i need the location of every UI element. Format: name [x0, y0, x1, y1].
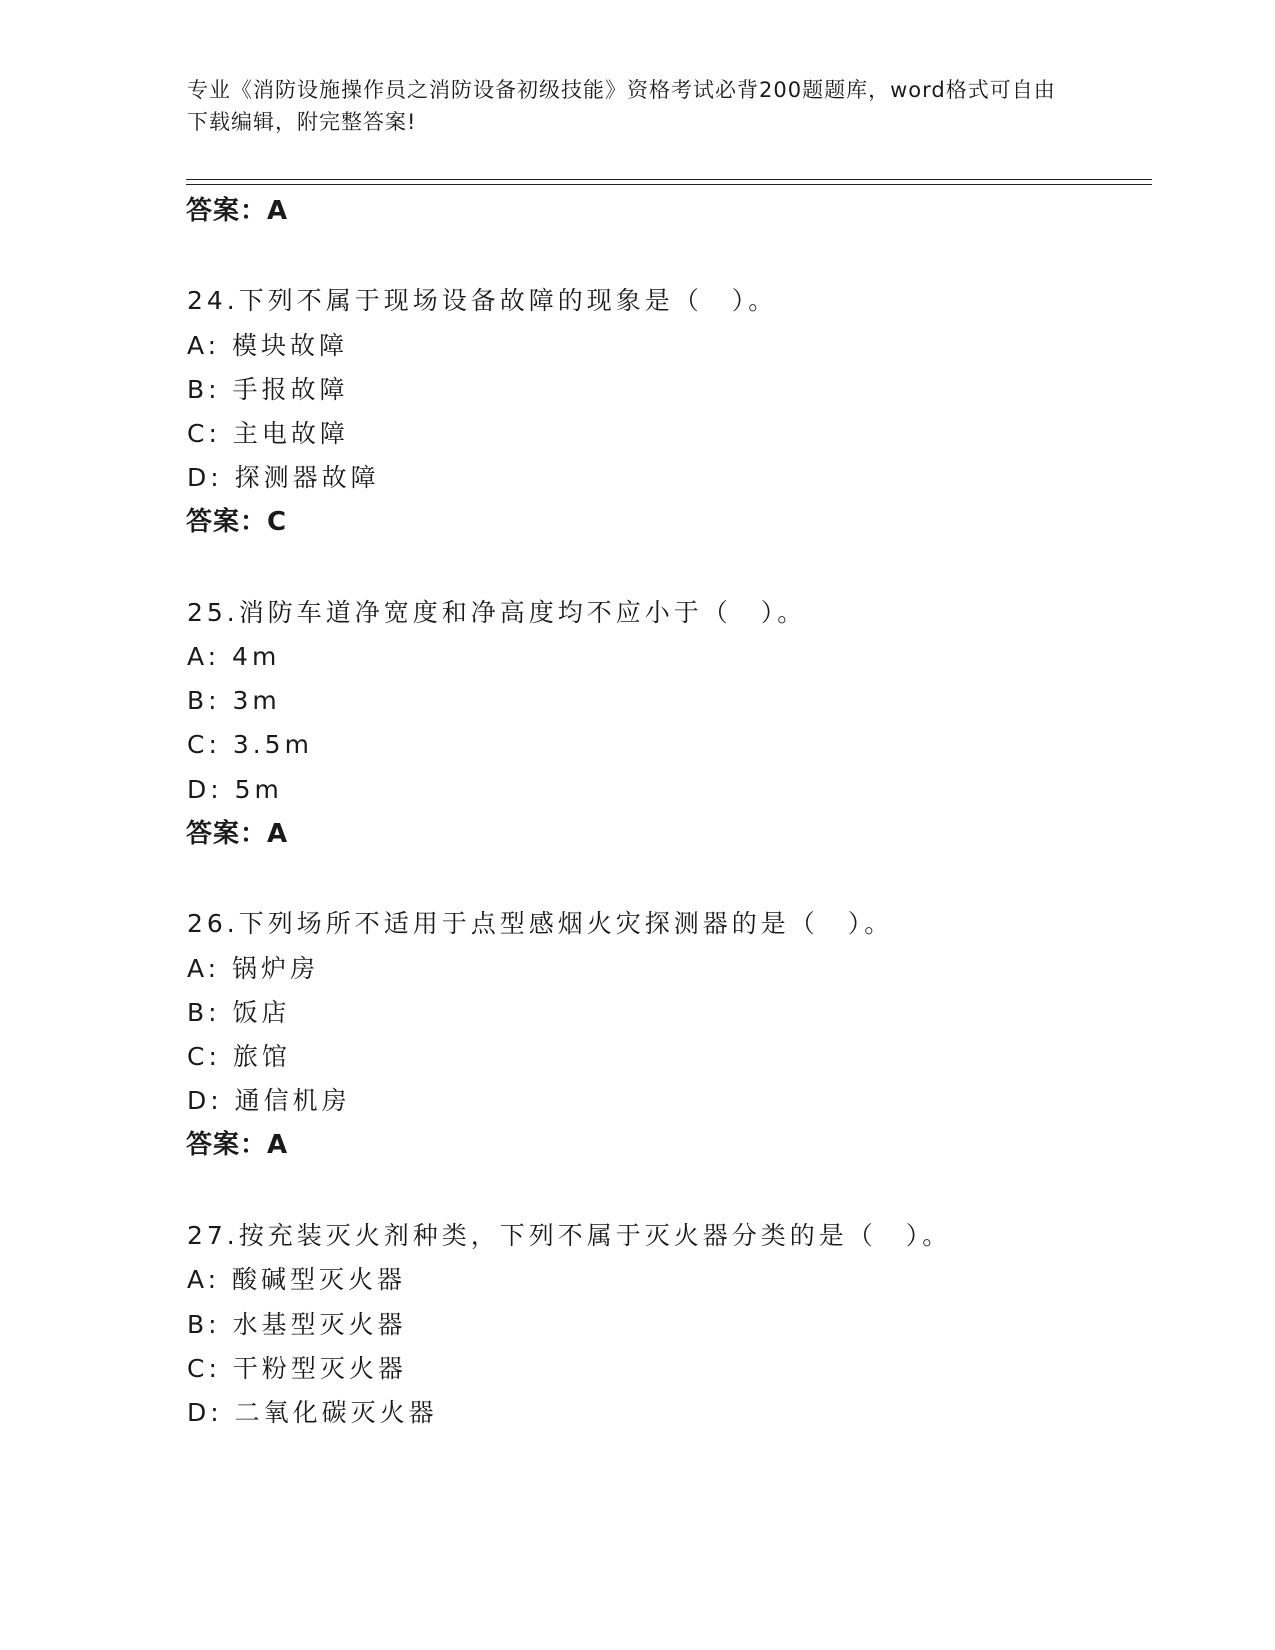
question-27-option-b: B: 水基型灭火器 — [187, 1310, 407, 1339]
answer-prev: 答案：A — [186, 196, 289, 226]
header-divider — [186, 179, 1152, 180]
question-24-option-c: C: 主电故障 — [187, 419, 349, 448]
question-25-option-c: C: 3.5m — [187, 730, 313, 759]
question-27-stem: 27.按充装灭火剂种类，下列不属于灭火器分类的是（ ）。 — [187, 1221, 952, 1250]
question-24-option-b: B: 手报故障 — [187, 375, 349, 404]
question-25-stem: 25.消防车道净宽度和净高度均不应小于（ ）。 — [187, 598, 807, 627]
header-divider-second — [186, 184, 1152, 185]
question-26-option-a: A: 锅炉房 — [187, 954, 320, 983]
question-26-answer: 答案：A — [186, 1130, 289, 1160]
question-25-option-a: A: 4m — [187, 642, 281, 671]
question-26-option-c: C: 旅馆 — [187, 1042, 291, 1071]
question-27-option-d: D: 二氧化碳灭火器 — [187, 1398, 438, 1427]
question-27-option-c: C: 干粉型灭火器 — [187, 1354, 407, 1383]
question-26-option-b: B: 饭店 — [187, 998, 291, 1027]
question-25-option-d: D: 5m — [187, 775, 283, 804]
question-24-option-d: D: 探测器故障 — [187, 463, 380, 492]
question-24-answer: 答案：C — [186, 507, 288, 537]
document-header: 专业《消防设施操作员之消防设备初级技能》资格考试必背200题题库，word格式可自由下载编辑，附完整答案! — [187, 78, 1056, 134]
question-26-option-d: D: 通信机房 — [187, 1086, 351, 1115]
question-26-stem: 26.下列场所不适用于点型感烟火灾探测器的是（ ）。 — [187, 909, 894, 938]
question-25-option-b: B: 3m — [187, 686, 281, 715]
question-24-option-a: A: 模块故障 — [187, 331, 349, 360]
question-24-stem: 24.下列不属于现场设备故障的现象是（ ）。 — [187, 286, 778, 315]
question-27-option-a: A: 酸碱型灭火器 — [187, 1265, 407, 1294]
question-25-answer: 答案：A — [186, 819, 289, 849]
